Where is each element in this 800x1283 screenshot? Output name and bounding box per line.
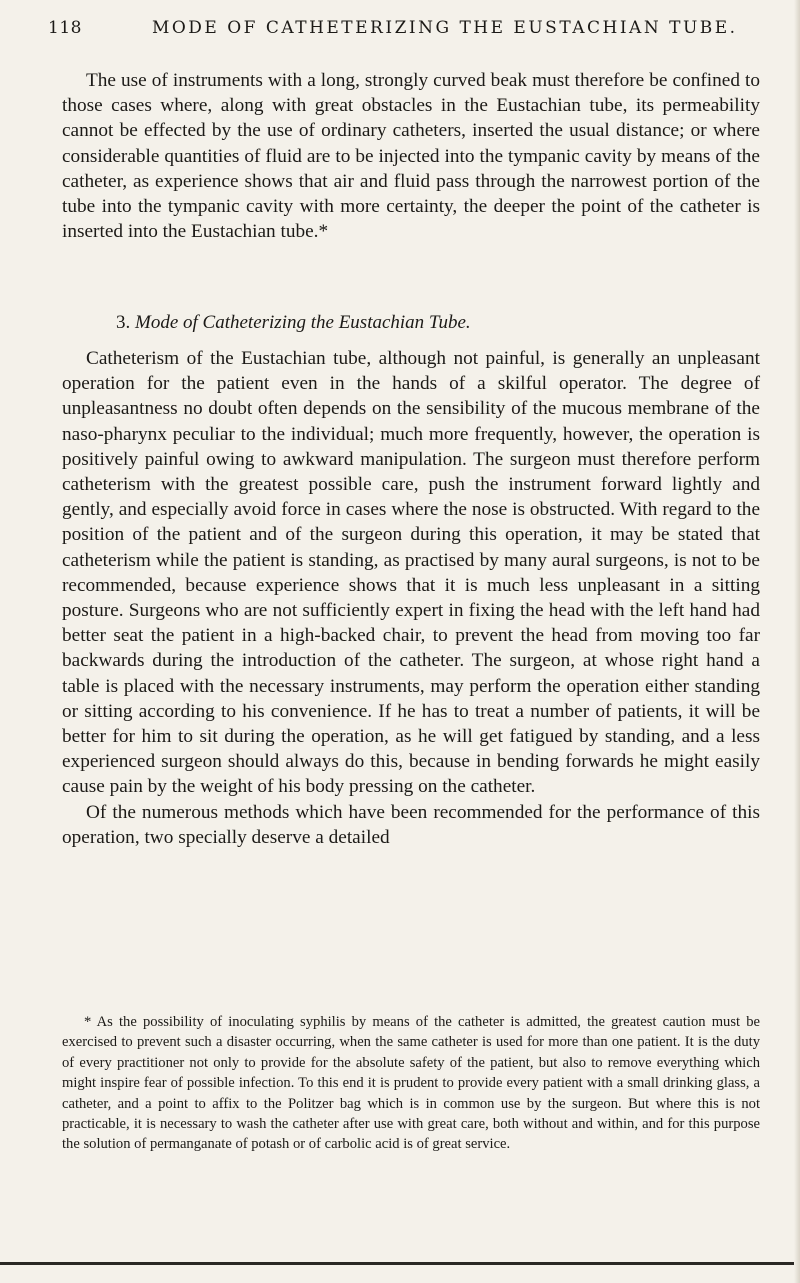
section-number: 3. <box>116 312 131 333</box>
section-title: Mode of Catheterizing the Eustachian Tube. <box>135 312 471 333</box>
footnote-text: * As the possibility of inoculating syphilis by means of the catheter is admitted, the greatest caution must be exercised to prevent such a disaster occurring, when the same catheter is used for more than one patient. It is the duty of every practitioner not only to provide for the absolute safety of the patient, but also to remove everything which might inspire fear of possible infection. To this end it is prudent to provide every patient with a small drinking glass, a catheter, and a point to affix to the Politzer bag which is in common use by the surgeon. But where this is not practicable, it is necessary to wash the catheter after use with great care, both without and within, and for this purpose the solution of permanganate of potash or of carbolic acid is of great service. <box>62 1014 760 1153</box>
footnote <box>62 1012 760 1155</box>
paragraph: The use of instruments with a long, strongly curved beak must therefore be confined to those cases where, along with great obstacles in the Eustachian tube, its permeability cannot be effected by the use of ordinary catheters, inserted the usual distance; or where considerable quantities of fluid are to be injected into the tympanic cavity by means of the catheter, as experience shows that air and fluid pass through the narrowest portion of the tube into the tympanic cavity with more certainty, the deeper the point of the catheter is inserted into the Eustachian tube.* <box>62 70 760 243</box>
running-head: MODE OF CATHETERIZING THE EUSTACHIAN TUBE. <box>151 18 738 38</box>
page-number: 118 <box>48 18 82 38</box>
continued-paragraph <box>62 68 760 244</box>
paragraph: Of the numerous methods which have been recommended for the performance of this operation, two specially deserve a detailed <box>62 801 760 848</box>
section-heading <box>116 312 471 334</box>
section-body <box>62 346 760 850</box>
page-right-edge <box>794 0 800 1283</box>
page-header <box>48 18 740 38</box>
page-bottom-edge <box>0 1262 800 1265</box>
paragraph: Catheterism of the Eustachian tube, although not painful, is generally an unpleasant operation for the patient even in the hands of a skilful operator. The degree of unpleasantness no doubt often depends on the sensibility of the mucous membrane of the naso-pharynx peculiar to the individual; much more frequently, however, the operation is positively painful owing to awkward manipulation. The surgeon must therefore perform catheterism with the greatest possible care, push the instrument forward lightly and gently, and especially avoid force in cases where the nose is obstructed. With regard to the position of the patient and of the surgeon during this operation, it may be stated that catheterism while the patient is standing, as practised by many aural surgeons, is not to be recommended, because experience shows that it is much less unpleasant in a sitting posture. Surgeons who are not sufficiently expert in fixing the head with the left hand had better seat the patient in a high-backed chair, to prevent the head from moving too far backwards during the introduction of the catheter. The surgeon, at whose right hand a table is placed with the necessary instruments, may perform the operation either standing or sitting according to his convenience. If he has to treat a number of patients, it will be better for him to sit during the operation, as he will get fatigued by standing, and a less experienced surgeon should always do this, because in bending forwards he might easily cause pain by the weight of his body pressing on the catheter. <box>62 348 760 798</box>
